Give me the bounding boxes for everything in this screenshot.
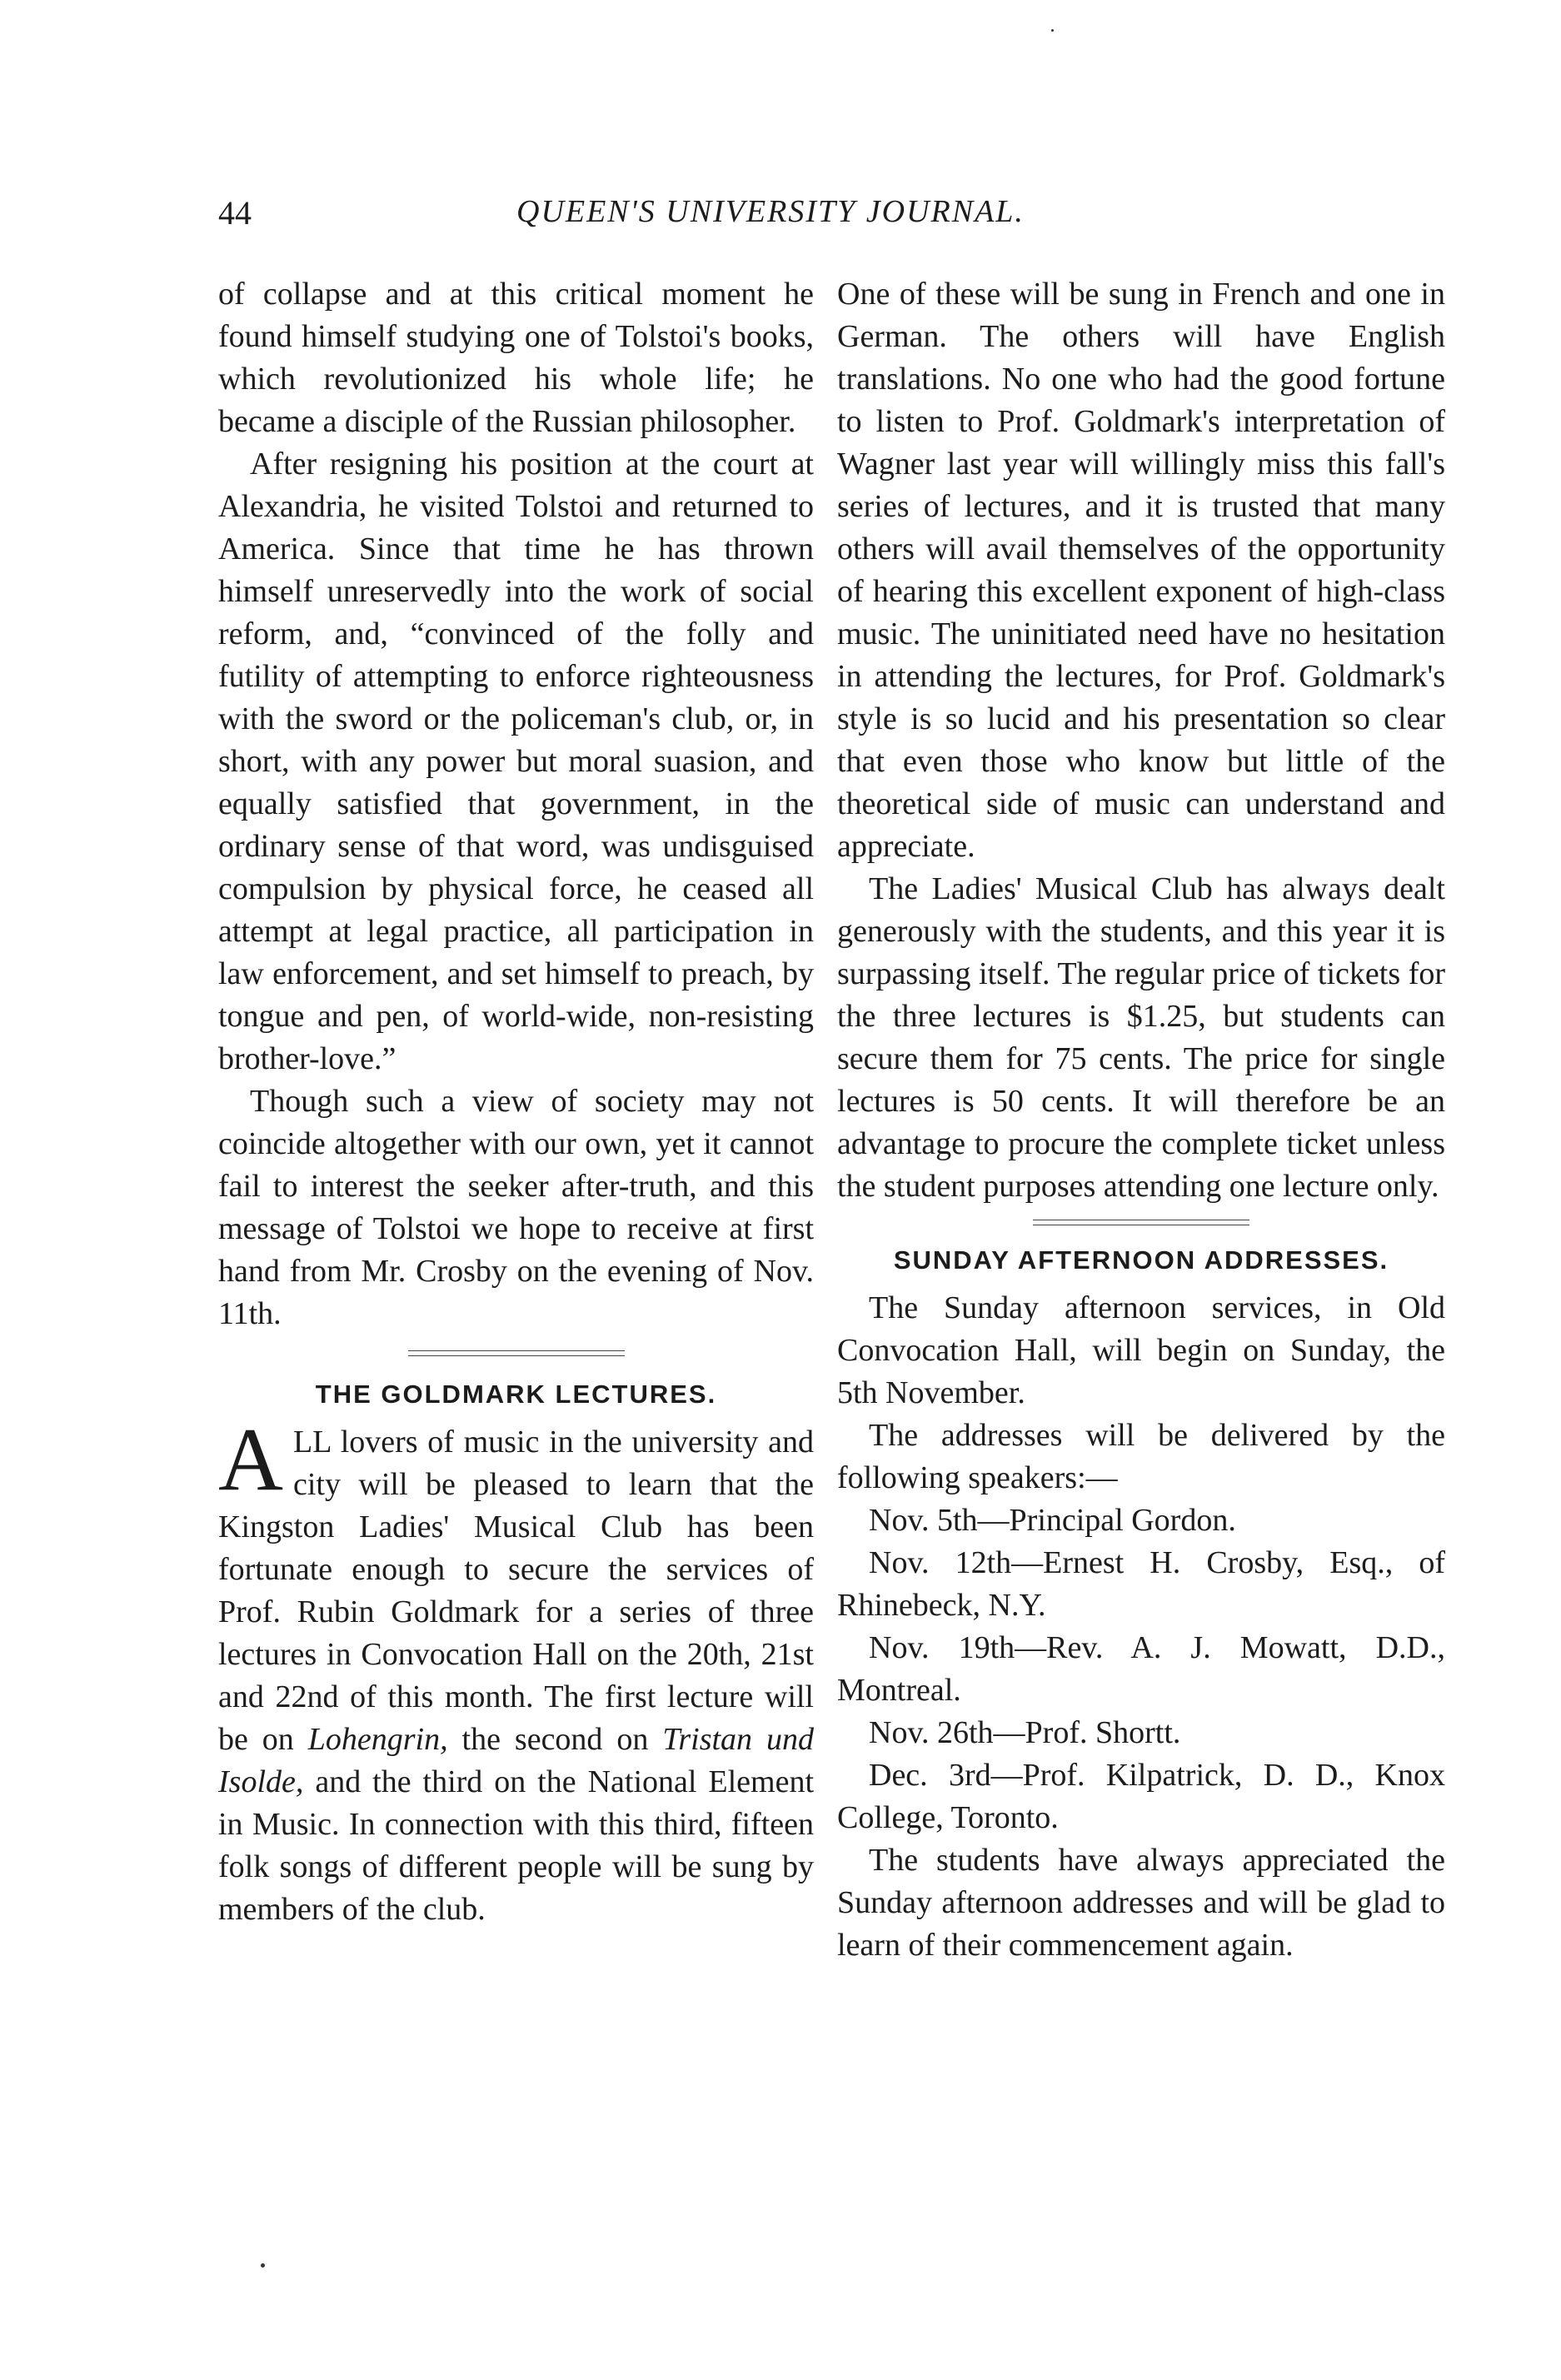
list-item: Nov. 5th—Principal Gordon. <box>869 1503 1236 1538</box>
paragraph: One of these will be sung in French and one in German. The others will have English translations. No one who had the good fortune to listen to Prof. Goldmark's interpretation of Wagner last year will willingly miss this fall's series of lectures, and it is trusted that many others will avail themselves of the opportunity of hearing this excellent exponent of high-class music. The uninitiated need have no hesitation in attending the lectures, for Prof. Goldmark's style is so lucid and his presentation so clear that even those who know but little of the theoretical side of music can understand and appreciate. <box>837 277 1445 864</box>
running-title: QUEEN'S UNIVERSITY JOURNAL. <box>516 194 1025 229</box>
print-speck <box>1051 29 1054 32</box>
list-item: Nov. 12th—Ernest H. Crosby, Esq., of Rhinebeck, N.Y. <box>837 1545 1445 1623</box>
page-header <box>0 193 1561 243</box>
drop-cap: A <box>218 1410 283 1509</box>
section-heading: THE GOLDMARK LECTURES. <box>315 1380 717 1409</box>
section-divider <box>1033 1220 1249 1225</box>
paragraph: Though such a view of society may not coincide altogether with our own, yet it cannot fail to interest the seeker after-truth, and this message of Tolstoi we hope to receive at first hand from Mr. Crosby on the evening of Nov. 11th. <box>218 1084 814 1331</box>
paragraph: of collapse and at this critical moment he found himself studying one of Tolstoi's books, which revolutionized his whole life; he became a disciple of the Russian philosopher. <box>218 277 814 439</box>
section-divider <box>408 1350 625 1356</box>
list-item: Nov. 19th—Rev. A. J. Mowatt, D.D., Montreal. <box>837 1630 1445 1708</box>
paragraph: The students have always appreciated the Sunday afternoon addresses and will be glad to learn of their commencement again. <box>837 1843 1445 1963</box>
section-heading: SUNDAY AFTERNOON ADDRESSES. <box>893 1245 1389 1275</box>
page-number: 44 <box>218 194 252 232</box>
right-column <box>837 273 1445 1967</box>
paragraph: The Ladies' Musical Club has always dealt generously with the students, and this year it is surpassing itself. The regular price of tickets for the three lectures is $1.25, but students can secure them for 75 cents. The price for single lectures is 50 cents. It will therefore be an advantage to procure the complete ticket unless the student purposes attending one lecture only. <box>837 871 1445 1204</box>
paragraph: ALL lovers of music in the university and city will be pleased to learn that the Kingston Ladies' Musical Club has been fortunate enough to secure the services of Prof. Rubin Goldmark for a series of three lectures in Convocation Hall on the 20th, 21st and 22nd of this month. The first lecture will be on Lohengrin, the second on Tristan und Isolde, and the third on the National Element in Music. In connection with this third, fifteen folk songs of different people will be sung by members of the club. <box>218 1410 814 1927</box>
paragraph: The addresses will be delivered by the following speakers:— <box>837 1418 1445 1495</box>
list-item: Nov. 26th—Prof. Shortt. <box>869 1715 1181 1750</box>
list-item: Dec. 3rd—Prof. Kilpatrick, D. D., Knox College, Toronto. <box>837 1758 1445 1835</box>
paragraph: After resigning his position at the court at Alexandria, he visited Tolstoi and returned to America. Since that time he has thrown himself unreservedly into the work of social reform, and, “convinced of the folly and futility of attempting to enforce righteousness with the sword or the policeman's club, or, in short, with any power but moral suasion, and equally satisfied that government, in the ordinary sense of that word, was undisguised compulsion by physical force, he ceased all attempt at legal practice, all participation in law enforcement, and set himself to preach, by tongue and pen, of world-wide, non-resisting brother-love.” <box>218 447 814 1076</box>
left-column <box>218 273 814 1931</box>
paragraph: The Sunday afternoon services, in Old Convocation Hall, will begin on Sunday, the 5th November. <box>837 1290 1445 1410</box>
print-speck <box>261 2263 265 2268</box>
